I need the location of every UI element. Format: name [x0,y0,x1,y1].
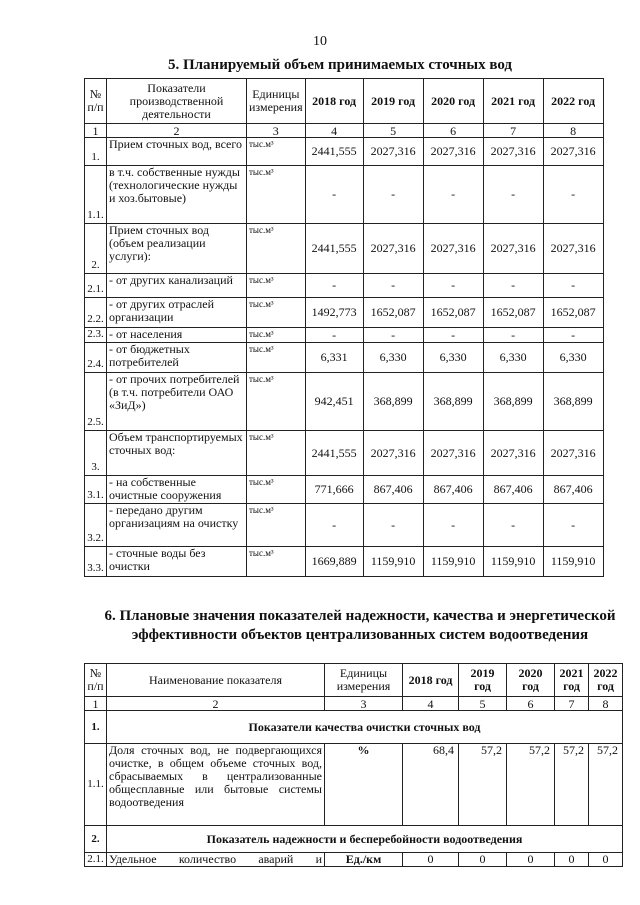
index-cell: 7 [555,697,589,711]
index-cell: 7 [483,124,543,138]
col-header-year: 2020 год [423,79,483,124]
row-name: - от других отраслей организации [107,298,247,328]
row-value: 0 [403,853,459,867]
index-cell: 4 [305,124,363,138]
row-name: - от других канализаций [107,274,247,298]
col-header-name: Наименование показателя [107,664,325,697]
row-name: Прием сточных вод, всего [107,138,247,166]
row-unit: тыс.м³ [247,224,306,274]
table-row [85,476,604,504]
row-value: 0 [459,853,507,867]
row-value: 867,406 [543,476,603,504]
row-value: - [543,328,603,343]
table-row [85,343,604,373]
row-num: 1. [85,138,107,166]
table-row [85,298,604,328]
row-value: 1669,889 [305,547,363,577]
row-name: - на собственные очистные сооружения [107,476,247,504]
row-name: Объем транспортируемых сточных вод: [107,431,247,476]
row-value: 0 [507,853,555,867]
row-value: 57,2 [459,744,507,826]
row-unit: Ед./км [325,853,403,867]
group-num: 2. [85,826,107,853]
row-value: 2441,555 [305,224,363,274]
row-value: 68,4 [403,744,459,826]
row-value: - [483,504,543,547]
row-value: - [543,166,603,224]
row-name: - сточные воды без очистки [107,547,247,577]
row-unit: % [325,744,403,826]
row-unit: тыс.м³ [247,504,306,547]
index-row [85,124,604,138]
row-value: 0 [589,853,623,867]
row-value: 1652,087 [543,298,603,328]
row-value: - [483,328,543,343]
col-header-num: № п/п [85,664,107,697]
index-cell: 4 [403,697,459,711]
row-value: 867,406 [483,476,543,504]
row-value: 2027,316 [423,431,483,476]
index-row [85,697,623,711]
row-value: 368,899 [423,373,483,431]
row-value: 1652,087 [363,298,423,328]
row-unit: тыс.м³ [247,274,306,298]
row-value: 2027,316 [363,431,423,476]
table-row [85,328,604,343]
index-cell: 2 [107,697,325,711]
row-value: - [363,166,423,224]
row-value: - [363,274,423,298]
reliability-indicators-table [84,663,623,867]
row-value: 2027,316 [543,431,603,476]
row-value: 6,330 [423,343,483,373]
col-header-year: 2019 год [459,664,507,697]
table-row [85,431,604,476]
row-value: 1159,910 [483,547,543,577]
row-num: 3.1. [85,476,107,504]
row-unit: тыс.м³ [247,138,306,166]
table-row [85,547,604,577]
row-unit: тыс.м³ [247,476,306,504]
table-row [85,744,623,826]
row-value: 2027,316 [363,138,423,166]
row-name: Прием сточных вод (объем реализации услуги): [107,224,247,274]
row-name: - от прочих потребителей (в т.ч. потребители ОАО «ЗиД») [107,373,247,431]
row-name: Удельное количество аварий и [107,853,325,867]
row-num: 3. [85,431,107,476]
row-num: 2.2. [85,298,107,328]
index-cell: 1 [85,124,107,138]
col-header-name: Показатели производственной деятельности [107,79,247,124]
section-6-title: 6. Плановые значения показателей надежности, качества и энергетической эффективности объектов централизованных систем водоотведения [104,608,616,643]
row-value: 6,330 [543,343,603,373]
row-value: 771,666 [305,476,363,504]
row-num: 3.3. [85,547,107,577]
row-value: - [305,274,363,298]
col-header-year: 2020 год [507,664,555,697]
group-num: 1. [85,711,107,744]
row-value: - [543,504,603,547]
col-header-year: 2019 год [363,79,423,124]
row-name: - передано другим организациям на очистку [107,504,247,547]
row-value: 57,2 [589,744,623,826]
row-value: 6,330 [483,343,543,373]
row-value: 368,899 [543,373,603,431]
group-row [85,711,623,744]
index-cell: 5 [459,697,507,711]
row-value: 867,406 [363,476,423,504]
row-num: 2.1. [85,274,107,298]
row-value: - [483,274,543,298]
row-value: - [423,328,483,343]
row-value: 2027,316 [543,138,603,166]
row-unit: тыс.м³ [247,373,306,431]
row-num: 1.1. [85,744,107,826]
row-unit: тыс.м³ [247,343,306,373]
col-header-unit: Единицы измерения [247,79,306,124]
row-num: 1.1. [85,166,107,224]
row-value: 2027,316 [423,224,483,274]
row-value: 0 [555,853,589,867]
table-row [85,853,623,867]
row-value: 57,2 [507,744,555,826]
row-unit: тыс.м³ [247,547,306,577]
row-value: 368,899 [483,373,543,431]
row-value: - [305,504,363,547]
index-cell: 8 [543,124,603,138]
row-value: - [483,166,543,224]
row-value: 1492,773 [305,298,363,328]
index-cell: 6 [423,124,483,138]
row-value: 1652,087 [423,298,483,328]
col-header-year: 2021 год [483,79,543,124]
row-value: 2027,316 [363,224,423,274]
row-value: 1652,087 [483,298,543,328]
table-row [85,274,604,298]
row-value: 942,451 [305,373,363,431]
row-unit: тыс.м³ [247,298,306,328]
row-value: - [363,504,423,547]
index-cell: 6 [507,697,555,711]
table-row [85,504,604,547]
row-value: - [423,274,483,298]
row-value: 368,899 [363,373,423,431]
row-name: - от бюджетных потребителей [107,343,247,373]
planned-wastewater-table [84,78,604,577]
row-num: 2. [85,224,107,274]
row-value: - [423,166,483,224]
col-header-num: № п/п [85,79,107,124]
index-cell: 8 [589,697,623,711]
row-value: 57,2 [555,744,589,826]
col-header-year: 2018 год [305,79,363,124]
row-value: - [543,274,603,298]
row-value: 2441,555 [305,138,363,166]
row-value: 1159,910 [543,547,603,577]
col-header-year: 2021 год [555,664,589,697]
row-name: - от населения [107,328,247,343]
row-name: Доля сточных вод, не подвергающихся очистке, в общем объеме сточных вод, сбрасываемых в централизованные общесплавные или бытовые системы водоотведения [107,744,325,826]
group-title: Показатель надежности и бесперебойности водоотведения [107,826,623,853]
index-cell: 5 [363,124,423,138]
table-row [85,166,604,224]
row-value: 6,331 [305,343,363,373]
table-row [85,373,604,431]
row-unit: тыс.м³ [247,431,306,476]
index-cell: 3 [247,124,306,138]
row-value: 2441,555 [305,431,363,476]
row-num: 3.2. [85,504,107,547]
index-cell: 3 [325,697,403,711]
section-5-title: 5. Планируемый объем принимаемых сточных вод [167,57,513,73]
table-row [85,224,604,274]
row-unit: тыс.м³ [247,328,306,343]
row-name: в т.ч. собственные нужды (технологические нужды и хоз.бытовые) [107,166,247,224]
page-number: 10 [313,34,327,49]
row-value: 2027,316 [483,431,543,476]
row-value: 6,330 [363,343,423,373]
row-value: 2027,316 [483,224,543,274]
table-row [85,138,604,166]
row-num: 2.4. [85,343,107,373]
row-unit: тыс.м³ [247,166,306,224]
row-value: - [363,328,423,343]
row-value: - [305,328,363,343]
col-header-year: 2022 год [589,664,623,697]
row-num: 2.3. [85,328,107,343]
row-value: 867,406 [423,476,483,504]
row-value: 1159,910 [363,547,423,577]
index-cell: 2 [107,124,247,138]
row-value: 2027,316 [543,224,603,274]
row-num: 2.5. [85,373,107,431]
row-value: 2027,316 [483,138,543,166]
row-value: 2027,316 [423,138,483,166]
group-title: Показатели качества очистки сточных вод [107,711,623,744]
col-header-year: 2022 год [543,79,603,124]
col-header-year: 2018 год [403,664,459,697]
row-value: - [305,166,363,224]
row-value: 1159,910 [423,547,483,577]
index-cell: 1 [85,697,107,711]
col-header-unit: Единицы измерения [325,664,403,697]
group-row [85,826,623,853]
row-num: 2.1. [85,853,107,867]
row-value: - [423,504,483,547]
